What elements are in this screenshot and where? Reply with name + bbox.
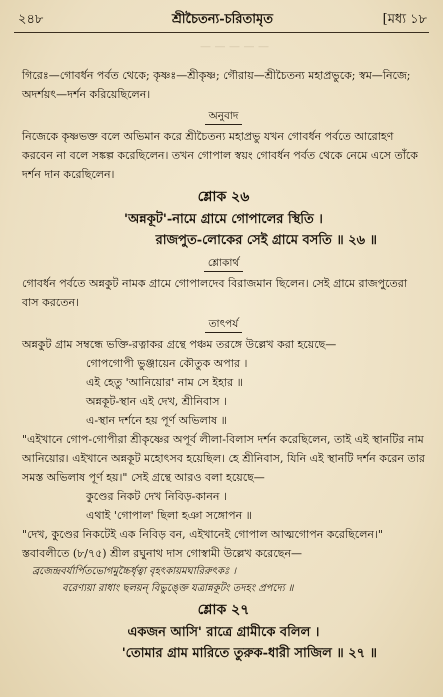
verse-26-line-1: 'অন্নকূট'-নামে গ্রামে গোপালের স্থিতি । — [124, 212, 323, 227]
verse-26-line-2: রাজপুত-লোকের সেই গ্রামে বসতি ॥ ২৬ ॥ — [155, 233, 377, 248]
page-number: ২৪৮ — [18, 12, 44, 27]
quote-1-line-4: এ-স্থান দর্শনে হয় পূর্ণ অভিলাষ ॥ — [86, 414, 227, 427]
sanskrit-line-2: বরেণ্যয়া রাধাং ছলয়ন্ বিভুঙ্ক্তে যত্রান্নকূটং তদহং প্রপদ্যে ॥ — [62, 583, 294, 594]
quote-2-line-2: এথাই 'গোপাল' ছিলা হঞা সঙ্গোপন ॥ — [86, 509, 252, 522]
tatparya-intro: অন্নকুট গ্রাম সম্বন্ধে ভক্তি-রত্নাকর গ্রন্থে পঞ্চম তরঙ্গে উল্লেখ করা হয়েছে— — [22, 338, 337, 351]
verse-26-number: শ্লোক ২৬ — [197, 189, 250, 205]
quote-1-line-2: এই হেতু 'আনিয়োর' নাম সে ইহার ॥ — [86, 376, 243, 389]
book-title: শ্রীচৈতন্য-চরিতামৃত — [171, 12, 274, 27]
tatparya-heading: তাৎপর্য — [22, 314, 425, 333]
quote-1-line-3: অন্নকূট-স্থান এই দেখ, শ্রীনিবাস । — [86, 395, 227, 408]
bleed-through-text: — — — — — — [200, 40, 269, 53]
translation-text: নিজেকে কৃষ্ণভক্ত বলে অভিমান করে শ্রীচৈতন্য মহাপ্রভু যখন গোবর্ধন পর্বতে আরোহণ করবেন না বলে সঙ্কল্প করেছিলেন। তখন গোপাল স্বয়ং গোবর্ধন পর্বত থেকে নেমে এসে তাঁকে দর্শন দান করেছিলেন। — [22, 130, 418, 181]
word-meanings: গিরেঃ—গোবর্ধন পর্বত থেকে; কৃষ্ণঃ—শ্রীকৃষ্ণ; গৌরায়—শ্রীচৈতন্য মহাপ্রভুকে; স্বম—নিজে; অদর্শয়ৎ—দর্শন করিয়েছিলেন। — [22, 69, 411, 101]
translation-heading: অনুবাদ — [22, 106, 425, 125]
explanation-2: "দেখ, কুণ্ডের নিকটেই এক নিবিড় বন, এইখানেই গোপাল আত্মগোপন করেছিলেন।" স্তবাবলীতে (৮/৭৫) শ্রীল রঘুনাথ দাস গোস্বামী উল্লেখ করেছেন— — [22, 528, 383, 560]
verse-27-line-2: 'তোমার গ্রাম মারিতে তুরুক-ধারী সাজিল ॥ ২৭ ॥ — [121, 646, 377, 661]
section-label: [মধ্য ১৮ — [382, 12, 427, 27]
page-content — [22, 66, 425, 664]
verse-27-line-1: একজন আসি' রাত্রে গ্রামীকে বলিল । — [127, 625, 320, 640]
quote-1-line-1: গোপগোপী ভুঞ্জায়েন কৌতুক অপার । — [86, 357, 248, 370]
verse-27-number: শ্লোক ২৭ — [197, 602, 250, 618]
explanation-1: "এইখানে গোপ-গোপীরা শ্রীকৃষ্ণের অপূর্ব লীলা-বিলাস দর্শন করেছিলেন, তাই এই স্থানটির নাম আনিয়োর। এইখানে অন্নকূট মহোৎসব হয়েছিল। হে শ্রীনিবাস, যিনি এই স্থানটি দর্শন করেন তার সমস্ত অভিলাষ পূর্ণ হয়।" সেই গ্রন্থে আরও বলা হয়েছে— — [22, 433, 425, 484]
shlokartha-text: গোবর্ধন পর্বতে অন্নকুট নামক গ্রামে গোপালদেব বিরাজমান ছিলেন। সেই গ্রামে রাজপুতেরা বাস করতেন। — [22, 277, 408, 309]
page-header — [18, 10, 427, 30]
shlokartha-heading: শ্লোকার্থ — [22, 253, 425, 272]
sanskrit-line-1: ব্রজেন্দ্রবর্যার্পিতভোগমুচ্চৈর্ধৃত্বা বৃহৎকায়মঘারিরুৎকঃ । — [32, 566, 237, 577]
quote-2-line-1: কুণ্ডের নিকট দেখ নিবিড়-কানন । — [86, 490, 227, 503]
header-divider — [14, 32, 429, 33]
